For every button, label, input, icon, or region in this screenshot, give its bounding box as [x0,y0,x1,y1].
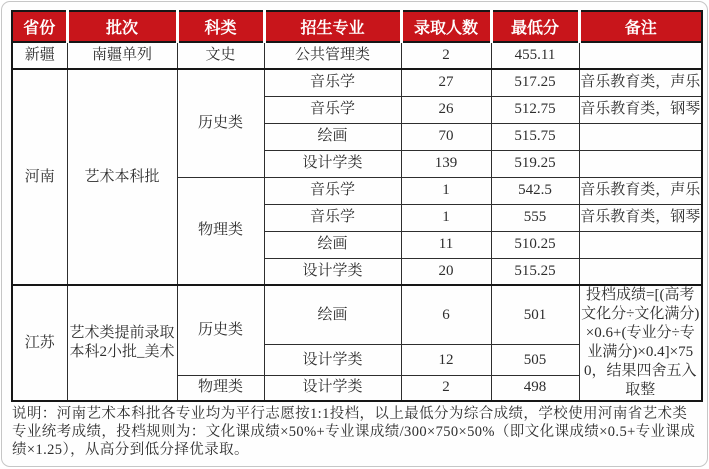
cell-remark [579,123,702,150]
cell-province: 河南 [12,69,67,285]
column-header-province: 省份 [12,11,67,42]
cell-admitted: 12 [401,345,491,376]
column-header-remark: 备注 [579,11,702,42]
cell-major: 设计学类 [264,150,401,177]
cell-subject: 物理类 [177,177,264,285]
column-header-major: 招生专业 [264,11,401,42]
admissions-table [11,10,703,402]
cell-min-score: 515.75 [491,123,579,150]
cell-province: 江苏 [12,285,67,401]
cell-min-score: 519.25 [491,150,579,177]
cell-major: 绘画 [264,123,401,150]
cell-subject: 历史类 [177,69,264,177]
table-row [12,285,702,345]
cell-major: 设计学类 [264,375,401,401]
cell-major: 设计学类 [264,345,401,376]
table-row [12,69,702,96]
cell-remark [579,150,702,177]
cell-batch: 艺术类提前录取本科2小批_美术 [67,285,177,401]
cell-min-score: 510.25 [491,231,579,258]
cell-admitted: 11 [401,231,491,258]
cell-major: 绘画 [264,231,401,258]
cell-min-score: 555 [491,204,579,231]
cell-min-score: 512.75 [491,96,579,123]
column-header-subject: 科类 [177,11,264,42]
column-header-admitted: 录取人数 [401,11,491,42]
cell-major: 音乐学 [264,177,401,204]
cell-subject: 文史 [177,42,264,69]
cell-admitted: 2 [401,375,491,401]
cell-remark: 投档成绩=[(高考文化分÷文化满分)×0.6+(专业分÷专业满分)×0.4]×750，结果四舍五入取整 [579,285,702,401]
cell-min-score: 498 [491,375,579,401]
header-row [12,11,702,42]
cell-min-score: 515.25 [491,258,579,285]
cell-min-score: 501 [491,285,579,345]
cell-subject: 历史类 [177,285,264,375]
cell-remark: 音乐教育类，钢琴 [579,96,702,123]
cell-remark [579,258,702,285]
cell-admitted: 26 [401,96,491,123]
cell-remark [579,231,702,258]
cell-min-score: 505 [491,345,579,376]
cell-remark: 音乐教育类，钢琴 [579,204,702,231]
cell-min-score: 455.11 [491,42,579,69]
cell-admitted: 1 [401,204,491,231]
cell-major: 绘画 [264,285,401,345]
cell-remark [579,42,702,69]
cell-remark: 音乐教育类，声乐 [579,69,702,96]
page-card [1,1,708,467]
cell-remark: 音乐教育类，声乐 [579,177,702,204]
cell-admitted: 2 [401,42,491,69]
cell-min-score: 517.25 [491,69,579,96]
cell-province: 新疆 [12,42,67,69]
cell-admitted: 70 [401,123,491,150]
table-row [12,42,702,69]
cell-major: 音乐学 [264,69,401,96]
table-note: 说明：河南艺术本科批各专业均为平行志愿按1:1投档，以上最低分为综合成绩，学校使用河南省艺术类专业统考成绩，投档规则为：文化课成绩×50%+专业课成绩/300×750×50%（即文化课成绩×0.5+专业课成绩×1.25），从高分到低分择优录取。 [12,406,696,458]
cell-batch: 南疆单列 [67,42,177,69]
cell-major: 音乐学 [264,96,401,123]
cell-admitted: 1 [401,177,491,204]
cell-admitted: 6 [401,285,491,345]
cell-min-score: 542.5 [491,177,579,204]
cell-batch: 艺术本科批 [67,69,177,285]
cell-subject: 物理类 [177,375,264,401]
cell-admitted: 139 [401,150,491,177]
column-header-minscore: 最低分 [491,11,579,42]
cell-major: 音乐学 [264,204,401,231]
cell-major: 设计学类 [264,258,401,285]
cell-major: 公共管理类 [264,42,401,69]
cell-admitted: 27 [401,69,491,96]
column-header-batch: 批次 [67,11,177,42]
cell-admitted: 20 [401,258,491,285]
